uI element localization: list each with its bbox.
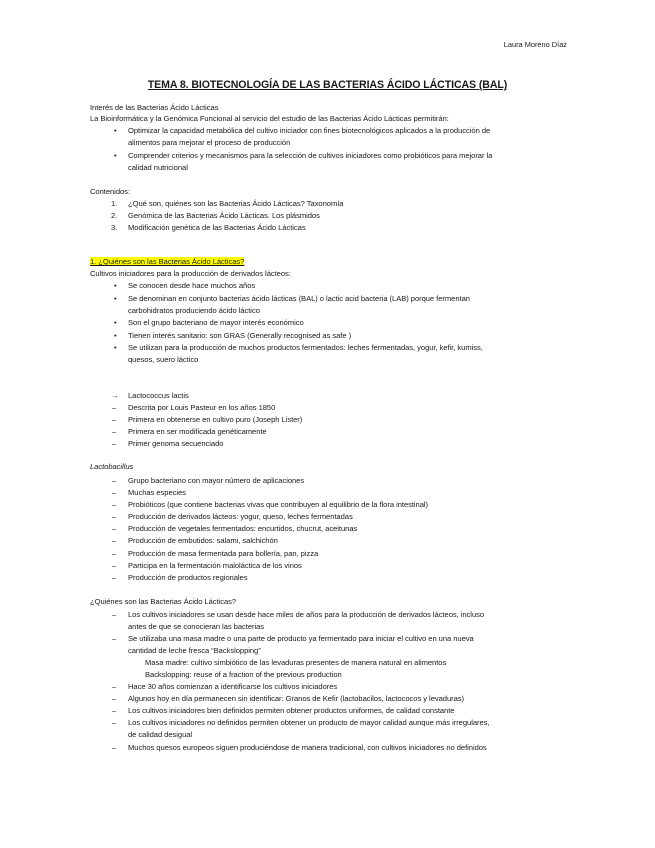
who-sub-1: Masa madre: cultivo simbiótico de las levaduras presentes de manera natural en alimentos	[145, 658, 447, 667]
dash-icon: –	[112, 415, 117, 424]
contents-number-3: 3.	[111, 223, 118, 232]
intro-heading: Interés de las Bacterias Ácido Lácticas	[90, 103, 219, 112]
dash-icon: –	[112, 439, 117, 448]
lactobacillus-item-2: Muchas especies	[128, 488, 186, 497]
intro-bullet-1-line-2: alimentos para mejorar el proceso de producción	[128, 138, 291, 147]
who-item-1-line-2: antes de que se conocieran las bacterias	[128, 622, 265, 631]
dash-icon: –	[112, 427, 117, 436]
lactococcus-item-1: Descrita por Louis Pasteur en los años 1850	[128, 403, 276, 412]
bullet-icon: •	[114, 126, 117, 135]
section1-bullet-2-line-1: Se denominan en conjunto bacterias ácido lácticas (BAL) o lactic acid bacteria (LAB) porque fermentan	[128, 294, 470, 303]
who-item-5: Los cultivos iniciadores bien definidos permiten obtener productos uniformes, de calidad constante	[128, 706, 455, 715]
section1-heading-wrap	[90, 257, 244, 267]
document-title: TEMA 8. BIOTECNOLOGÍA DE LAS BACTERIAS ÁCIDO LÁCTICAS (BAL)	[147, 79, 508, 91]
who-item-4: Algunos hoy en día permanecen sin identificar: Granos de Kefir (lactobacilos, lactococos y levaduras)	[128, 694, 465, 703]
bullet-icon: •	[114, 151, 117, 160]
who-item-1-line-1: Los cultivos iniciadores se usan desde hace miles de años para la producción de derivados lácteos, incluso	[128, 610, 485, 619]
dash-icon: –	[112, 536, 117, 545]
dash-icon: –	[112, 476, 117, 485]
who-item-6-line-1: Los cultivos iniciadores no definidos permiten obtener un producto de mayor calidad aunque más irregulares,	[128, 718, 490, 727]
lactobacillus-item-5: Producción de vegetales fermentados: encurtidos, chucrut, aceitunas	[128, 524, 358, 533]
bullet-icon: •	[114, 281, 117, 290]
bullet-icon: •	[114, 343, 117, 352]
section1-bullet-5-line-1: Se utilizan para la producción de muchos productos fermentados: leches fermentadas, yogur, kefir, kumiss,	[128, 343, 483, 352]
dash-icon: –	[112, 561, 117, 570]
dash-icon: –	[112, 549, 117, 558]
dash-icon: –	[112, 706, 117, 715]
section1-bullet-1: Se conocen desde hace muchos años	[128, 281, 256, 290]
who-item-2-line-1: Se utilizaba una masa madre o una parte de producto ya fermentado para iniciar el cultivo en una nueva	[128, 634, 474, 643]
lactobacillus-item-8: Participa en la fermentación maloláctica de los vinos	[128, 561, 302, 570]
dash-icon: –	[112, 488, 117, 497]
bullet-icon: •	[114, 318, 117, 327]
lactococcus-item-3: Primera en ser modificada genéticamente	[128, 427, 267, 436]
intro-bullet-1-line-1: Optimizar la capacidad metabólica del cultivo iniciador con fines biotecnológicos aplicados a la producción de	[128, 126, 491, 135]
intro-bullet-2-line-2: calidad nutricional	[128, 163, 188, 172]
who-sub-2: Backslopping: reuse of a fraction of the previous production	[145, 670, 342, 679]
who-item-3: Hace 30 años comienzan a identificarse los cultivos iniciadores	[128, 682, 338, 691]
dash-icon: –	[112, 610, 117, 619]
lactobacillus-item-1: Grupo bacteriano con mayor número de aplicaciones	[128, 476, 305, 485]
dash-icon: –	[112, 500, 117, 509]
who-item-6-line-2: de calidad desigual	[128, 730, 193, 739]
dash-icon: –	[112, 403, 117, 412]
dash-icon: –	[112, 718, 117, 727]
dash-icon: –	[112, 524, 117, 533]
section1-subheading: Cultivos iniciadores para la producción de derivados lácteos:	[90, 269, 291, 278]
section1-bullet-3: Son el grupo bacteriano de mayor interés económico	[128, 318, 304, 327]
bullet-icon: •	[114, 294, 117, 303]
section1-bullet-2-line-2: carbohidratos produciendo ácido láctico	[128, 306, 260, 315]
intro-bullet-2-line-1: Comprender criterios y mecanismos para la selección de cultivos iniciadores como probióticos para mejorar la	[128, 151, 493, 160]
dash-icon: –	[112, 512, 117, 521]
lactobacillus-item-3: Probióticos (que contiene bacterias vivas que contribuyen al equilibrio de la flora intestinal)	[128, 500, 429, 509]
author-name: Laura Moreno Díaz	[503, 40, 567, 49]
section1-bullet-4: Tienen interés sanitario: son GRAS (Generally recognised as safe )	[128, 331, 352, 340]
contents-item-1: ¿Qué son, quiénes son las Bacterias Ácido Lácticas? Taxonomía	[128, 199, 344, 208]
lactobacillus-item-7: Producción de masa fermentada para bollería, pan, pizza	[128, 549, 319, 558]
contents-number-1: 1.	[111, 199, 118, 208]
contents-number-2: 2.	[111, 211, 118, 220]
lactobacillus-name: Lactobacillus	[90, 462, 134, 471]
lactococcus-item-2: Primera en obtenerse en cultivo puro (Joseph Lister)	[128, 415, 303, 424]
section1-bullet-5-line-2: quesos, suero láctico	[128, 355, 199, 364]
section1-heading: 1. ¿Quiénes son las Bacterias Ácido Lácticas?	[90, 257, 245, 266]
dash-icon: –	[112, 743, 117, 752]
bullet-icon: •	[114, 331, 117, 340]
intro-lead: La Bioinformática y la Genómica Funcional al servicio del estudio de las Bacterias Ácido Lácticas permitirán:	[90, 114, 449, 123]
dash-icon: –	[112, 694, 117, 703]
lactococcus-item-4: Primer genoma secuenciado	[128, 439, 224, 448]
lactobacillus-item-4: Producción de derivados lácteos: yogur, queso, leches fermentadas	[128, 512, 353, 521]
arrow-icon: →	[111, 391, 119, 400]
lactobacillus-item-6: Producción de embutidos: salami, salchichón	[128, 536, 278, 545]
contents-heading: Contenidos:	[90, 187, 130, 196]
who-heading: ¿Quiénes son las Bacterias Ácido Lácticas?	[90, 597, 237, 606]
contents-item-3: Modificación genética de las Bacterias Ácido Lácticas	[128, 223, 306, 232]
dash-icon: –	[112, 573, 117, 582]
lactobacillus-item-9: Producción de productos regionales	[128, 573, 248, 582]
who-item-2-line-2: cantidad de leche fresca “Backslopping”	[128, 646, 261, 655]
contents-item-2: Genómica de las Bacterias Ácido Lácticas. Los plásmidos	[128, 211, 320, 220]
who-item-7: Muchos quesos europeos siguen produciéndose de manera tradicional, con cultivos iniciadores no definidos	[128, 743, 487, 752]
lactococcus-name: Lactococcus lactis	[128, 391, 189, 400]
dash-icon: –	[112, 634, 117, 643]
dash-icon: –	[112, 682, 117, 691]
